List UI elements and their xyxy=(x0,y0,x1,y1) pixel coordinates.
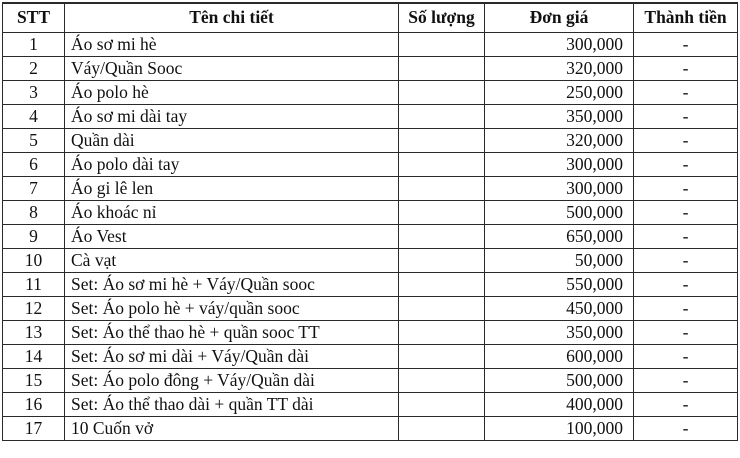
table-row xyxy=(3,32,738,56)
cell-name: Áo Vest xyxy=(65,224,399,248)
cell-price: 350,000 xyxy=(485,320,634,344)
cell-name: Set: Áo thể thao hè + quần sooc TT xyxy=(65,320,399,344)
cell-total: - xyxy=(634,392,738,416)
cell-stt: 9 xyxy=(3,224,65,248)
cell-qty xyxy=(399,80,485,104)
table-row xyxy=(3,80,738,104)
cell-stt: 14 xyxy=(3,344,65,368)
header-stt: STT xyxy=(3,3,65,32)
cell-qty xyxy=(399,296,485,320)
cell-name: Áo sơ mi hè xyxy=(65,32,399,56)
cell-stt: 17 xyxy=(3,416,65,440)
table-row xyxy=(3,176,738,200)
cell-total: - xyxy=(634,200,738,224)
cell-total: - xyxy=(634,224,738,248)
cell-total: - xyxy=(634,104,738,128)
cell-stt: 8 xyxy=(3,200,65,224)
cell-total: - xyxy=(634,320,738,344)
cell-stt: 2 xyxy=(3,56,65,80)
cell-stt: 6 xyxy=(3,152,65,176)
cell-price: 550,000 xyxy=(485,272,634,296)
cell-name: Set: Áo polo hè + váy/quần sooc xyxy=(65,296,399,320)
table-body xyxy=(3,32,738,440)
cell-total: - xyxy=(634,176,738,200)
cell-qty xyxy=(399,368,485,392)
cell-price: 400,000 xyxy=(485,392,634,416)
cell-name: Set: Áo sơ mi hè + Váy/Quần sooc xyxy=(65,272,399,296)
cell-total: - xyxy=(634,248,738,272)
cell-name: Áo polo hè xyxy=(65,80,399,104)
cell-price: 250,000 xyxy=(485,80,634,104)
cell-qty xyxy=(399,200,485,224)
header-total: Thành tiền xyxy=(634,3,738,32)
table-row xyxy=(3,224,738,248)
cell-name: Quần dài xyxy=(65,128,399,152)
cell-stt: 1 xyxy=(3,32,65,56)
cell-price: 650,000 xyxy=(485,224,634,248)
cell-stt: 15 xyxy=(3,368,65,392)
table-row xyxy=(3,248,738,272)
cell-total: - xyxy=(634,56,738,80)
cell-price: 350,000 xyxy=(485,104,634,128)
cell-qty xyxy=(399,128,485,152)
cell-price: 500,000 xyxy=(485,200,634,224)
cell-price: 300,000 xyxy=(485,152,634,176)
cell-name: Set: Áo sơ mi dài + Váy/Quần dài xyxy=(65,344,399,368)
cell-price: 320,000 xyxy=(485,56,634,80)
cell-stt: 10 xyxy=(3,248,65,272)
cell-stt: 3 xyxy=(3,80,65,104)
cell-name: Váy/Quần Sooc xyxy=(65,56,399,80)
cell-qty xyxy=(399,176,485,200)
cell-total: - xyxy=(634,416,738,440)
table-row xyxy=(3,320,738,344)
header-name: Tên chi tiết xyxy=(65,3,399,32)
cell-stt: 4 xyxy=(3,104,65,128)
table-row xyxy=(3,296,738,320)
cell-total: - xyxy=(634,344,738,368)
table-row xyxy=(3,104,738,128)
cell-qty xyxy=(399,32,485,56)
cell-name: Áo khoác nỉ xyxy=(65,200,399,224)
cell-price: 300,000 xyxy=(485,176,634,200)
cell-name: Cà vạt xyxy=(65,248,399,272)
cell-name: Áo polo dài tay xyxy=(65,152,399,176)
cell-qty xyxy=(399,152,485,176)
cell-name: Áo sơ mi dài tay xyxy=(65,104,399,128)
cell-price: 500,000 xyxy=(485,368,634,392)
cell-price: 50,000 xyxy=(485,248,634,272)
cell-stt: 5 xyxy=(3,128,65,152)
header-price: Đơn giá xyxy=(485,3,634,32)
table-row xyxy=(3,128,738,152)
cell-stt: 16 xyxy=(3,392,65,416)
cell-qty xyxy=(399,416,485,440)
cell-stt: 11 xyxy=(3,272,65,296)
table-row xyxy=(3,344,738,368)
cell-name: Set: Áo polo đông + Váy/Quần dài xyxy=(65,368,399,392)
cell-stt: 13 xyxy=(3,320,65,344)
cell-name: 10 Cuốn vở xyxy=(65,416,399,440)
cell-price: 300,000 xyxy=(485,32,634,56)
cell-total: - xyxy=(634,152,738,176)
cell-qty xyxy=(399,56,485,80)
table-row xyxy=(3,56,738,80)
cell-total: - xyxy=(634,80,738,104)
cell-total: - xyxy=(634,272,738,296)
cell-stt: 7 xyxy=(3,176,65,200)
table-row xyxy=(3,392,738,416)
header-row xyxy=(3,3,738,32)
cell-qty xyxy=(399,344,485,368)
price-table xyxy=(2,2,738,441)
cell-price: 600,000 xyxy=(485,344,634,368)
table-row xyxy=(3,368,738,392)
table-row xyxy=(3,272,738,296)
cell-price: 100,000 xyxy=(485,416,634,440)
cell-name: Áo gi lê len xyxy=(65,176,399,200)
cell-name: Set: Áo thể thao dài + quần TT dài xyxy=(65,392,399,416)
cell-total: - xyxy=(634,128,738,152)
cell-qty xyxy=(399,104,485,128)
cell-price: 450,000 xyxy=(485,296,634,320)
header-qty: Số lượng xyxy=(399,3,485,32)
cell-qty xyxy=(399,272,485,296)
cell-price: 320,000 xyxy=(485,128,634,152)
table-row xyxy=(3,416,738,440)
cell-total: - xyxy=(634,368,738,392)
table-row xyxy=(3,152,738,176)
cell-qty xyxy=(399,248,485,272)
cell-qty xyxy=(399,224,485,248)
cell-qty xyxy=(399,392,485,416)
cell-total: - xyxy=(634,296,738,320)
table-row xyxy=(3,200,738,224)
cell-total: - xyxy=(634,32,738,56)
cell-qty xyxy=(399,320,485,344)
cell-stt: 12 xyxy=(3,296,65,320)
